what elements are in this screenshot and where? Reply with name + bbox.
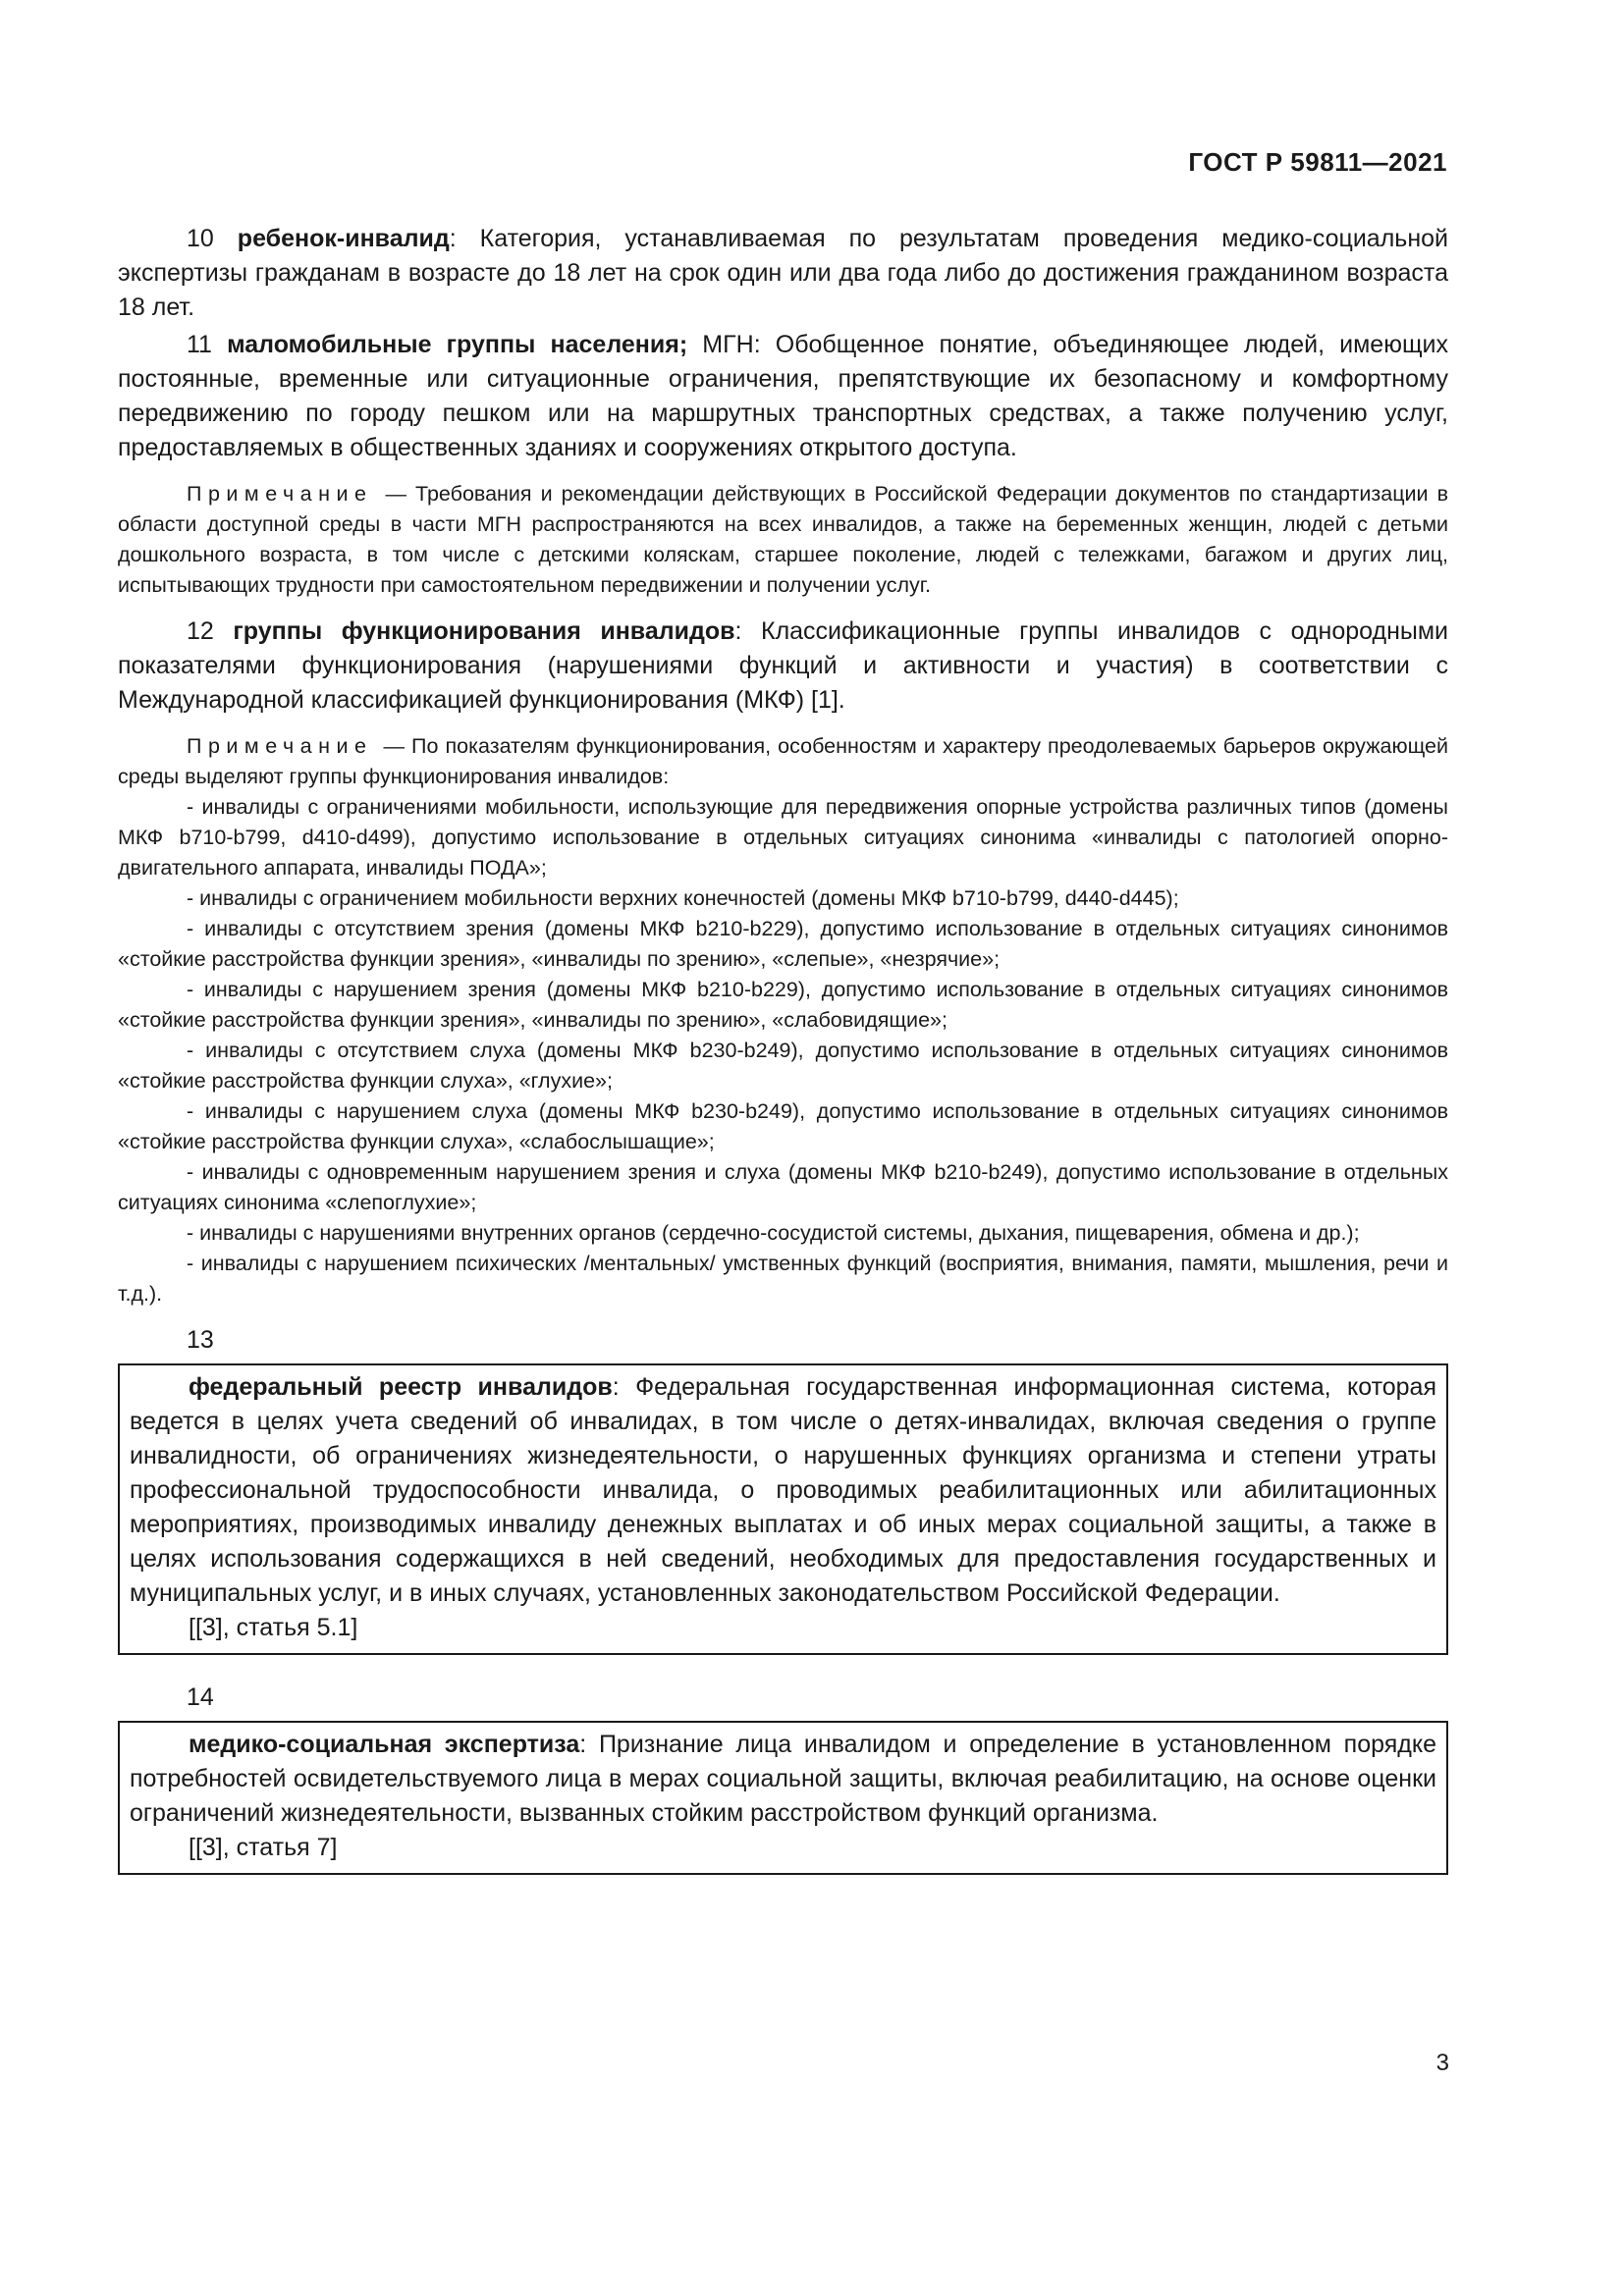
term-11	[118, 328, 1448, 465]
term-number: 11	[187, 331, 212, 358]
term-definition: МГН: Обобщенное понятие, объединяющее людей, имеющих постоянные, временные или ситуационные ограничения, препятствующие их безопасному и комфортному передвижению по городу пешком или на маршрутных транспортных средствах, а также получению услуг, предоставляемых в общественных зданиях и сооружениях открытого доступа.	[118, 331, 1448, 461]
list-item: - инвалиды с нарушением зрения (домены МКФ b210-b229), допустимо использование в отдельных ситуациях синонимов «стойкие расстройства функции зрения», «инвалиды по зрению», «слабовидящие»;	[118, 978, 1448, 1032]
note-2	[118, 731, 1448, 1309]
note-label: Примечание	[187, 734, 373, 758]
term-14-number: 14	[187, 1683, 214, 1711]
page-content	[118, 222, 1448, 1875]
term-title: ребенок-инвалид	[237, 225, 450, 252]
term-number: 10	[187, 225, 214, 252]
term-definition: : Признание лица инвалидом и определение в установленном порядке потребностей освидетельствуемого лица в мерах социальной защиты, включая реабилитацию, на основе оценки ограничений жизнедеятельности, вызванных стойким расстройством функций организма.	[130, 1731, 1436, 1827]
term-title: федеральный реестр инвалидов	[189, 1373, 613, 1401]
list-item: - инвалиды с ограничением мобильности верхних конечностей (домены МКФ b710-b799, d440-d445);	[187, 886, 1179, 910]
list-item: - инвалиды с ограничениями мобильности, использующие для передвижения опорные устройства различных типов (домены МКФ b710-b799, d410-d499), допустимо использование в отдельных ситуациях синонима «инвалиды с патологией опорно-двигательного аппарата, инвалиды ПОДА»;	[118, 795, 1448, 880]
note-label: Примечание	[187, 482, 373, 506]
list-item: - инвалиды с одновременным нарушением зрения и слуха (домены МКФ b210-b249), допустимо использование в отдельных ситуациях синонима «слепоглухие»;	[118, 1160, 1448, 1214]
term-14-box	[118, 1721, 1448, 1875]
term-13-number: 13	[187, 1326, 214, 1354]
list-item: - инвалиды с нарушением психических /ментальных/ умственных функций (восприятия, внимания, памяти, мышления, речи и т.д.).	[118, 1252, 1448, 1306]
term-definition: : Классификационные группы инвалидов с однородными показателями функционирования (нарушениями функций и активности и участия) в соответствии с Международной классификацией функционирования (МКФ) [1].	[118, 617, 1448, 714]
term-definition: : Категория, устанавливаемая по результатам проведения медико-социальной экспертизы гражданам в возрасте до 18 лет на срок один или два года либо до достижения гражданином возраста 18 лет.	[118, 225, 1448, 321]
term-source-reference: [[3], статья 5.1]	[189, 1614, 358, 1641]
term-number: 12	[187, 617, 214, 645]
term-13-box	[118, 1363, 1448, 1655]
standard-designation: ГОСТ Р 59811—2021	[1188, 147, 1447, 177]
note-text: — По показателям функционирования, особенностям и характеру преодолеваемых барьеров окружающей среды выделяют группы функционирования инвалидов:	[118, 734, 1448, 788]
term-12	[118, 614, 1448, 718]
term-title: группы функционирования инвалидов	[233, 617, 735, 645]
page-number: 3	[1435, 2050, 1449, 2076]
list-item: - инвалиды с нарушением слуха (домены МКФ b230-b249), допустимо использование в отдельных ситуациях синонимов «стойкие расстройства функции слуха», «слабослышащие»;	[118, 1099, 1448, 1153]
note-text: — Требования и рекомендации действующих в Российской Федерации документов по стандартизации в области доступной среды в части МГН распространяются на всех инвалидов, а также на беременных женщин, людей с детьми дошкольного возраста, в том числе с детскими коляскам, старшее поколение, людей с тележками, багажом и других лиц, испытывающих трудности при самостоятельном передвижении и получении услуг.	[118, 482, 1448, 597]
list-item: - инвалиды с отсутствием слуха (домены МКФ b230-b249), допустимо использование в отдельных ситуациях синонимов «стойкие расстройства функции слуха», «глухие»;	[118, 1039, 1448, 1093]
term-definition: : Федеральная государственная информационная система, которая ведется в целях учета сведений об инвалидах, в том числе о детях-инвалидах, включая сведения о группе инвалидности, об ограничениях жизнедеятельности, о нарушенных функциях организма и степени утраты профессиональной трудоспособности инвалида, о проводимых реабилитационных или абилитационных мероприятиях, производимых инвалиду денежных выплатах и об иных мерах социальной защиты, а также в целях использования содержащихся в ней сведений, необходимых для предоставления государственных и муниципальных услуг, и в иных случаях, установленных законодательством Российской Федерации.	[130, 1373, 1436, 1607]
term-source-reference: [[3], статья 7]	[189, 1834, 338, 1861]
term-10	[118, 222, 1448, 325]
term-title: маломобильные группы населения;	[227, 331, 688, 358]
list-item: - инвалиды с отсутствием зрения (домены МКФ b210-b229), допустимо использование в отдельных ситуациях синонимов «стойкие расстройства функции зрения», «инвалиды по зрению», «слепые», «незрячие»;	[118, 917, 1448, 971]
term-title: медико-социальная экспертиза	[189, 1731, 580, 1758]
list-item: - инвалиды с нарушениями внутренних органов (сердечно-сосудистой системы, дыхания, пищеварения, обмена и др.);	[187, 1221, 1360, 1245]
note-1	[118, 479, 1448, 601]
